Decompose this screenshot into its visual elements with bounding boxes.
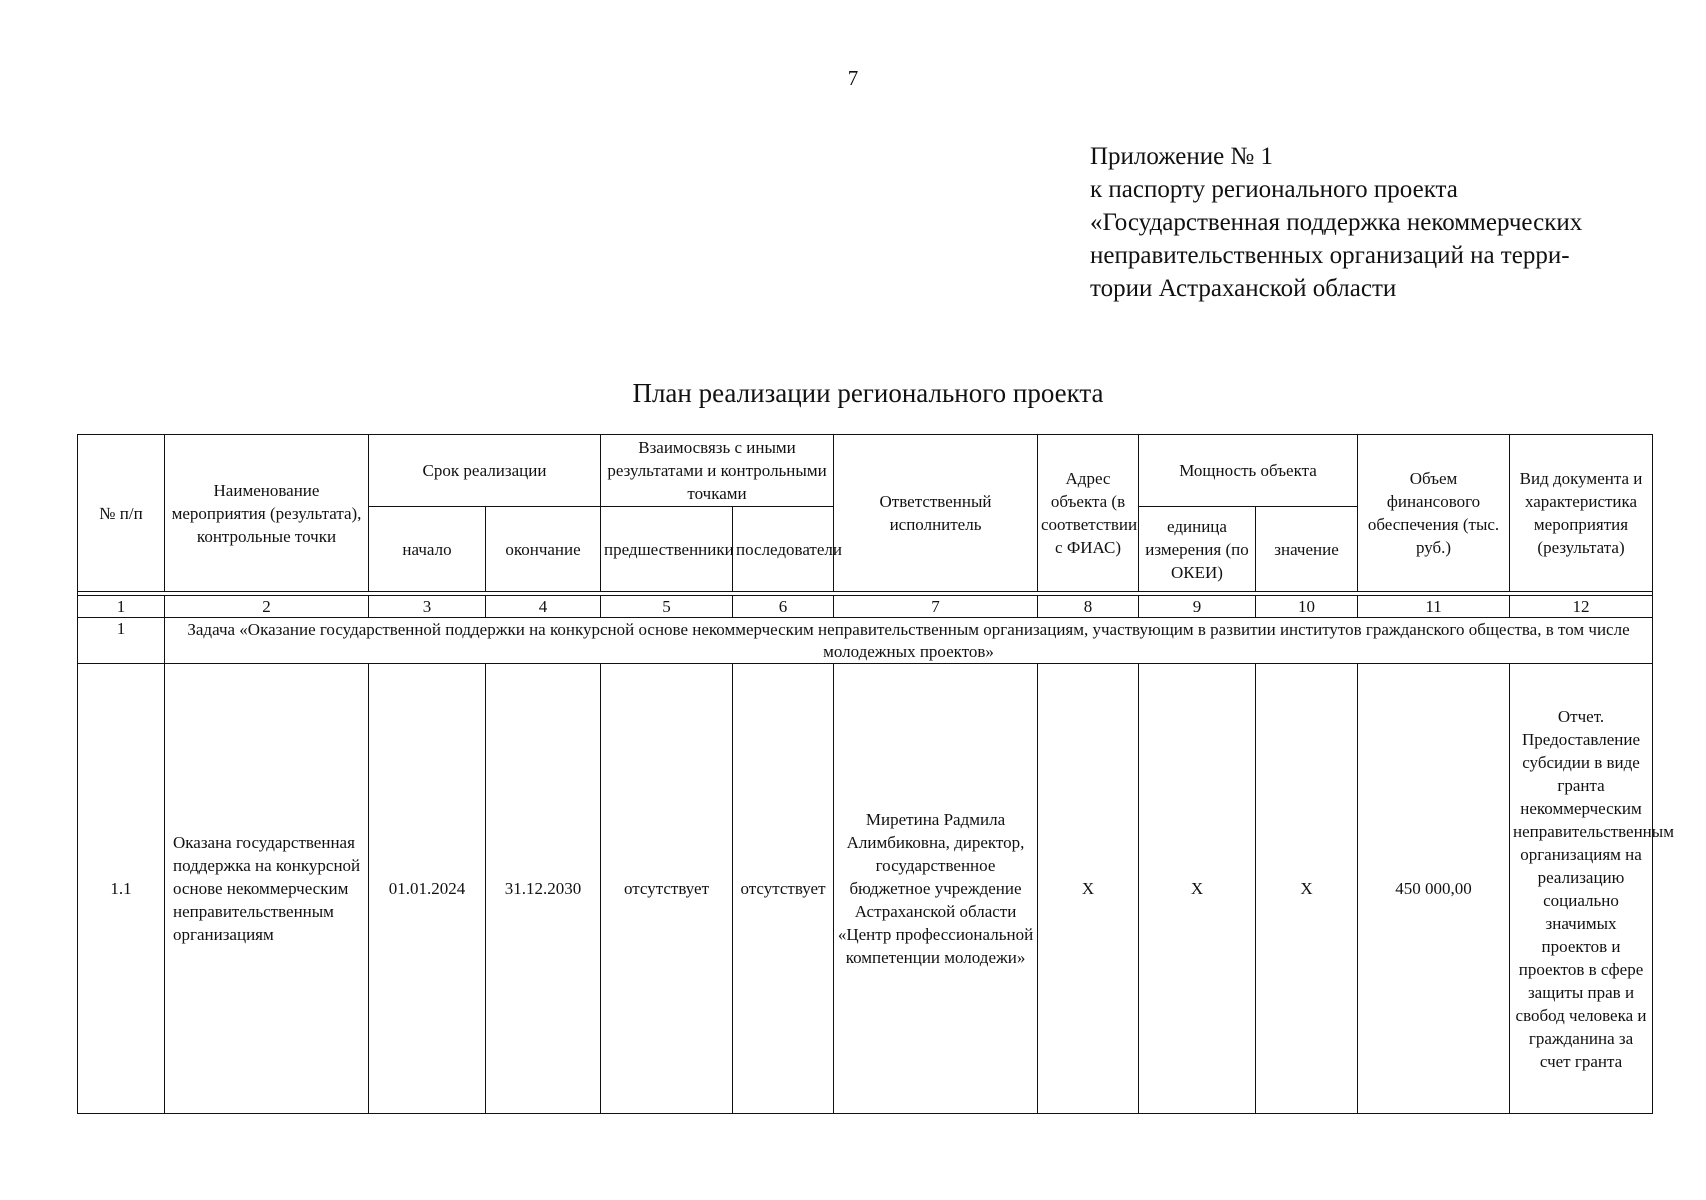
row-end: 31.12.2030 (486, 664, 601, 1114)
column-number: 2 (165, 596, 369, 618)
header-row (78, 435, 1653, 507)
column-number: 8 (1038, 596, 1139, 618)
row-funding: 450 000,00 (1358, 664, 1510, 1114)
task-row (78, 618, 1653, 664)
document-title: План реализации регионального проекта (632, 378, 1104, 408)
appendix-line: «Государственная поддержка некоммерческих (1090, 209, 1583, 236)
column-number-row (78, 596, 1653, 618)
header-capacity-unit: единица измерения (по ОКЕИ) (1139, 507, 1256, 592)
row-num: 1.1 (78, 664, 165, 1114)
column-number: 11 (1358, 596, 1510, 618)
appendix-line: Приложение № 1 (1090, 143, 1274, 170)
column-number: 10 (1256, 596, 1358, 618)
row-unit: Х (1139, 664, 1256, 1114)
row-next: отсутствует (733, 664, 834, 1114)
table-row (78, 664, 1653, 1114)
header-address: Адрес объекта (в соответствии с ФИАС) (1038, 435, 1139, 592)
column-number: 4 (486, 596, 601, 618)
header-link: Взаимосвязь с иными результатами и контрольными точками (601, 435, 834, 507)
header-responsible: Ответственный исполнитель (834, 435, 1038, 592)
column-number: 12 (1510, 596, 1653, 618)
column-number: 1 (78, 596, 165, 618)
header-capacity: Мощность объекта (1139, 435, 1358, 507)
page-number: 7 (847, 66, 859, 90)
column-number: 7 (834, 596, 1038, 618)
column-number: 9 (1139, 596, 1256, 618)
task-text: Задача «Оказание государственной поддержки на конкурсной основе некоммерческим неправительственным организациям, участвующим в развитии институтов гражданского общества, в том числе молодежных проектов» (165, 618, 1653, 664)
header-name: Наименование мероприятия (результата), контрольные точки (165, 435, 369, 592)
row-doc-type: Отчет. Предоставление субсидии в виде гранта некоммерческим неправительственным организациям на реализацию социально значимых проектов и проектов в сфере защиты прав и свобод человека и гражданина за счет гранта (1510, 664, 1653, 1114)
appendix-heading (1090, 140, 1690, 305)
row-responsible: Миретина Радмила Алимбиковна, директор, государственное бюджетное учреждение Астраханской области «Центр профессиональной компетенции молодежи» (834, 664, 1038, 1114)
appendix-line: неправительственных организаций на терри- (1090, 242, 1570, 269)
row-start: 01.01.2024 (369, 664, 486, 1114)
column-number: 6 (733, 596, 834, 618)
plan-table (77, 434, 1674, 1114)
row-address: Х (1038, 664, 1139, 1114)
header-num: № п/п (78, 435, 165, 592)
header-capacity-value: значение (1256, 507, 1358, 592)
task-num: 1 (78, 618, 165, 664)
header-link-prev: предшественники (601, 507, 733, 592)
header-term-end: окончание (486, 507, 601, 592)
column-number: 5 (601, 596, 733, 618)
header-link-next: последователи (733, 507, 834, 592)
appendix-line: тории Астраханской области (1090, 275, 1397, 302)
header-doc-type: Вид документа и характеристика мероприятия (результата) (1510, 435, 1653, 592)
header-term-start: начало (369, 507, 486, 592)
column-number: 3 (369, 596, 486, 618)
header-term: Срок реализации (369, 435, 601, 507)
header-funding: Объем финансового обеспечения (тыс. руб.) (1358, 435, 1510, 592)
row-prev: отсутствует (601, 664, 733, 1114)
row-value: Х (1256, 664, 1358, 1114)
row-name: Оказана государственная поддержка на конкурсной основе некоммерческим неправительственным организациям (165, 664, 369, 1114)
appendix-line: к паспорту регионального проекта (1090, 176, 1458, 203)
